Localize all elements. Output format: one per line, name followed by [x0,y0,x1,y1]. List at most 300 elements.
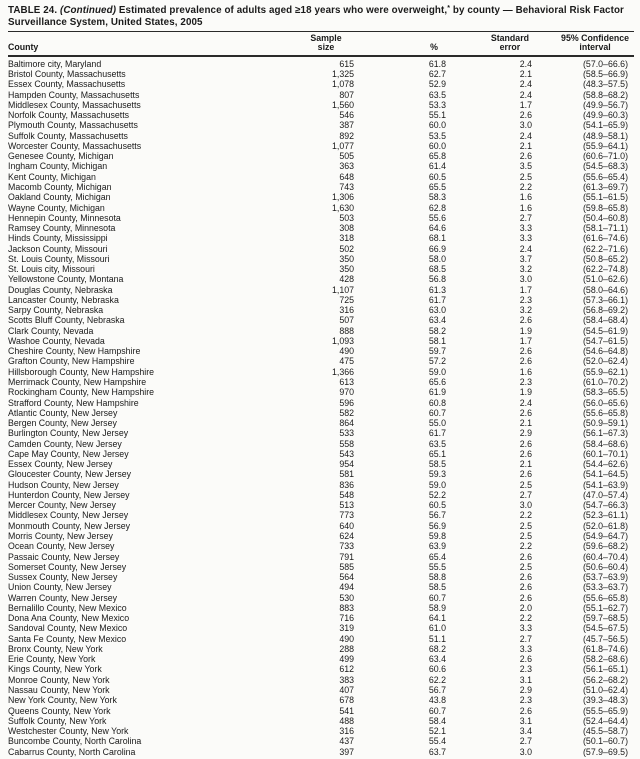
county-cell: Dona Ana County, New Mexico [8,613,130,624]
table-body [8,56,634,757]
table-row [8,274,634,284]
sample-size-cell: 1,077 [331,140,354,151]
table-title [8,3,634,31]
county-cell: Norfolk County, Massachusetts [8,110,130,121]
confidence-interval-cell: (61.8–74.6) [583,643,628,654]
table-row [8,747,634,757]
confidence-interval-cell: (53.7–63.9) [583,572,628,583]
table-row [8,716,634,726]
table-row [8,203,634,213]
percent-cell: 59.8 [428,531,446,541]
sample-size-cell: 678 [339,695,354,706]
standard-error-cell: 3.1 [519,674,532,685]
confidence-interval-cell: (58.0–64.6) [583,284,628,295]
county-cell: Suffolk County, New York [8,715,107,726]
percent-cell: 53.3 [428,99,446,110]
sample-size-cell: 350 [339,264,354,275]
county-cell: Suffolk County, Massachusetts [8,130,128,141]
table-row [8,644,634,654]
standard-error-cell: 2.6 [519,346,532,357]
confidence-interval-cell: (58.3–65.5) [583,387,628,398]
confidence-interval-cell: (55.6–65.8) [583,407,628,418]
county-cell: Queens County, New York [8,705,111,716]
confidence-interval-cell: (58.5–66.9) [583,69,628,80]
sample-size-cell: 350 [339,253,354,264]
percent-cell: 60.7 [428,407,446,418]
standard-error-cell: 2.6 [519,448,532,459]
county-cell: Sarpy County, Nebraska [8,305,104,316]
confidence-interval-cell: (53.3–63.7) [583,582,628,593]
county-cell: Baltimore city, Maryland [8,58,102,69]
standard-error-cell: 2.6 [519,572,532,583]
percent-cell: 58.8 [428,572,446,583]
percent-cell: 51.1 [428,633,446,644]
confidence-interval-cell: (59.6–68.2) [583,541,628,552]
county-cell: Washoe County, Nevada [8,335,105,346]
standard-error-cell: 2.6 [519,315,532,326]
sample-size-cell: 513 [339,500,354,511]
continued-label: (Continued) [60,5,117,16]
table-row [8,315,634,325]
table-row [8,654,634,664]
confidence-interval-cell: (61.3–69.7) [583,181,628,192]
confidence-interval-cell: (54.9–64.7) [583,531,628,541]
confidence-interval-cell: (54.5–68.3) [583,161,628,172]
sample-size-cell: 807 [339,89,354,100]
table-row [8,531,634,541]
county-cell: Hinds County, Mississippi [8,233,108,244]
percent-cell: 58.0 [428,253,446,264]
county-cell: Passaic County, New Jersey [8,551,120,562]
sample-size-cell: 1,366 [331,366,354,377]
standard-error-cell: 2.6 [519,110,532,121]
table-row [8,192,634,202]
percent-cell: 65.8 [428,151,446,162]
standard-error-cell: 2.3 [519,664,532,675]
county-cell: Nassau County, New York [8,684,110,695]
sample-size-cell: 1,325 [331,69,354,80]
standard-error-cell: 2.9 [519,428,532,439]
confidence-interval-cell: (56.2–68.2) [583,674,628,685]
standard-error-cell: 3.5 [519,161,532,172]
county-cell: Essex County, Massachusetts [8,79,126,90]
standard-error-cell: 2.3 [519,695,532,706]
percent-cell: 60.7 [428,592,446,603]
table-row [8,490,634,500]
confidence-interval-cell: (54.4–62.6) [583,459,628,470]
standard-error-cell: 2.2 [519,510,532,521]
percent-cell: 55.6 [428,212,446,223]
confidence-interval-cell: (52.0–61.8) [583,520,628,531]
sample-size-cell: 612 [339,664,354,675]
sample-size-cell: 624 [339,531,354,541]
table-row [8,100,634,110]
standard-error-cell: 2.7 [519,489,532,500]
percent-cell: 68.1 [428,233,446,244]
confidence-interval-cell: (55.1–62.7) [583,602,628,613]
standard-error-cell: 2.6 [519,592,532,603]
standard-error-cell: 2.6 [519,151,532,162]
percent-cell: 61.9 [428,387,446,398]
confidence-interval-cell: (62.2–74.8) [583,264,628,275]
table-row [8,356,634,366]
percent-cell: 64.6 [428,223,446,234]
sample-size-cell: 505 [339,151,354,162]
standard-error-cell: 3.0 [519,500,532,511]
sample-size-cell: 490 [339,346,354,357]
table-row [8,664,634,674]
standard-error-cell: 2.7 [519,212,532,223]
table-row [8,500,634,510]
sample-size-cell: 716 [339,613,354,624]
sample-size-cell: 864 [339,418,354,429]
confidence-interval-cell: (55.9–62.1) [583,366,628,377]
standard-error-cell: 2.5 [519,561,532,572]
county-cell: Hudson County, New Jersey [8,479,119,490]
table-row [8,398,634,408]
percent-cell: 59.3 [428,469,446,480]
percent-cell: 52.2 [428,489,446,500]
county-cell: Strafford County, New Hampshire [8,397,139,408]
table-row [8,110,634,120]
standard-error-cell: 3.0 [519,746,532,757]
confidence-interval-cell: (54.5–67.5) [583,623,628,634]
standard-error-cell: 2.5 [519,531,532,541]
confidence-interval-cell: (47.0–57.4) [583,489,628,500]
standard-error-cell: 2.5 [519,171,532,182]
county-cell: Genesee County, Michigan [8,151,114,162]
title-text-2: by county — Behavioral Risk Factor Surveillance System, United States, 2005 [8,5,624,28]
confidence-interval-cell: (50.9–59.1) [583,418,628,429]
table-row [8,541,634,551]
confidence-interval-cell: (52.3–61.1) [583,510,628,521]
percent-cell: 56.7 [428,684,446,695]
confidence-interval-cell: (57.3–66.1) [583,294,628,305]
county-cell: New York County, New York [8,695,117,706]
sample-size-cell: 490 [339,633,354,644]
county-cell: Bergen County, New Jersey [8,418,117,429]
standard-error-cell: 2.0 [519,602,532,613]
county-cell: Bristol County, Massachusetts [8,69,126,80]
table-row [8,685,634,695]
percent-cell: 61.4 [428,161,446,172]
county-cell: Oakland County, Michigan [8,192,111,203]
sample-size-cell: 541 [339,705,354,716]
percent-cell: 61.7 [428,294,446,305]
standard-error-cell: 2.5 [519,479,532,490]
table-row [8,233,634,243]
standard-error-cell: 2.4 [519,89,532,100]
table-row [8,336,634,346]
county-cell: Hunterdon County, New Jersey [8,489,130,500]
confidence-interval-cell: (55.6–65.8) [583,592,628,603]
county-cell: Kings County, New York [8,664,102,675]
county-cell: Atlantic County, New Jersey [8,407,118,418]
table-row [8,634,634,644]
confidence-interval-cell: (52.4–64.4) [583,715,628,726]
percent-cell: 65.6 [428,377,446,388]
standard-error-cell: 2.1 [519,459,532,470]
confidence-interval-cell: (60.6–71.0) [583,151,628,162]
standard-error-cell: 2.9 [519,684,532,695]
table-row [8,613,634,623]
table-row [8,69,634,79]
sample-size-cell: 488 [339,715,354,726]
standard-error-cell: 2.7 [519,736,532,747]
sample-size-cell: 316 [339,726,354,737]
percent-cell: 68.5 [428,264,446,275]
confidence-interval-cell: (56.8–69.2) [583,305,628,316]
confidence-interval-cell: (50.8–65.2) [583,253,628,264]
percent-cell: 62.2 [428,674,446,685]
percent-cell: 58.5 [428,459,446,470]
sample-size-cell: 319 [339,623,354,634]
county-cell: Westchester County, New York [8,726,129,737]
standard-error-cell: 2.1 [519,140,532,151]
county-cell: Union County, New Jersey [8,582,112,593]
table-row [8,459,634,469]
table-row [8,449,634,459]
sample-size-cell: 308 [339,223,354,234]
table-row [8,254,634,264]
confidence-interval-cell: (51.0–62.6) [583,274,628,285]
column-header-sample-size: Sample size [298,32,354,56]
county-cell: Merrimack County, New Hampshire [8,377,147,388]
standard-error-cell: 3.3 [519,643,532,654]
prevalence-table [8,31,634,757]
table-row [8,151,634,161]
confidence-interval-cell: (55.5–65.9) [583,705,628,716]
confidence-interval-cell: (59.8–65.8) [583,202,628,213]
confidence-interval-cell: (51.0–62.4) [583,684,628,695]
standard-error-cell: 2.2 [519,181,532,192]
standard-error-cell: 2.6 [519,705,532,716]
percent-cell: 64.1 [428,613,446,624]
county-cell: Rockingham County, New Hampshire [8,387,155,398]
county-cell: Hennepin County, Minnesota [8,212,121,223]
county-cell: Middlesex County, Massachusetts [8,99,141,110]
confidence-interval-cell: (59.7–68.5) [583,613,628,624]
confidence-interval-cell: (57.0–66.6) [583,58,628,69]
percent-cell: 63.5 [428,89,446,100]
percent-cell: 61.7 [428,428,446,439]
standard-error-cell: 2.4 [519,243,532,254]
percent-cell: 52.1 [428,726,446,737]
table-row [8,408,634,418]
confidence-interval-cell: (56.0–65.6) [583,397,628,408]
table-row [8,562,634,572]
table-row [8,346,634,356]
table-row [8,182,634,192]
sample-size-cell: 503 [339,212,354,223]
county-cell: Gloucester County, New Jersey [8,469,132,480]
sample-size-cell: 733 [339,541,354,552]
county-cell: Mercer County, New Jersey [8,500,116,511]
percent-cell: 63.7 [428,746,446,757]
table-row [8,428,634,438]
standard-error-cell: 1.6 [519,366,532,377]
sample-size-cell: 564 [339,572,354,583]
percent-cell: 63.4 [428,315,446,326]
confidence-interval-cell: (55.6–65.4) [583,171,628,182]
county-cell: Clark County, Nevada [8,325,94,336]
county-cell: Ocean County, New Jersey [8,541,115,552]
confidence-interval-cell: (50.1–60.7) [583,736,628,747]
standard-error-cell: 1.6 [519,202,532,213]
table-row [8,572,634,582]
standard-error-cell: 2.5 [519,520,532,531]
percent-cell: 43.8 [428,695,446,706]
county-cell: Douglas County, Nebraska [8,284,113,295]
table-header [8,32,634,56]
percent-cell: 65.5 [428,181,446,192]
standard-error-cell: 2.6 [519,469,532,480]
sample-size-cell: 1,107 [331,284,354,295]
confidence-interval-cell: (39.3–48.3) [583,695,628,706]
standard-error-cell: 2.2 [519,541,532,552]
table-row [8,285,634,295]
standard-error-cell: 3.3 [519,623,532,634]
sample-size-cell: 543 [339,448,354,459]
confidence-interval-cell: (54.7–61.5) [583,335,628,346]
county-cell: Ramsey County, Minnesota [8,223,116,234]
sample-size-cell: 502 [339,243,354,254]
table-row [8,706,634,716]
standard-error-cell: 2.6 [519,356,532,367]
county-cell: Monroe County, New York [8,674,110,685]
table-row [8,244,634,254]
confidence-interval-cell: (49.9–56.7) [583,99,628,110]
percent-cell: 59.0 [428,366,446,377]
confidence-interval-cell: (54.7–66.3) [583,500,628,511]
table-number: TABLE 24. [8,5,58,16]
sample-size-cell: 1,630 [331,202,354,213]
county-cell: Cheshire County, New Hampshire [8,346,141,357]
sample-size-cell: 316 [339,305,354,316]
sample-size-cell: 499 [339,654,354,665]
table-row [8,439,634,449]
percent-cell: 59.7 [428,346,446,357]
percent-cell: 60.0 [428,140,446,151]
percent-cell: 63.5 [428,438,446,449]
sample-size-cell: 888 [339,325,354,336]
sample-size-cell: 1,306 [331,192,354,203]
county-cell: Sussex County, New Jersey [8,572,118,583]
percent-cell: 55.1 [428,110,446,121]
confidence-interval-cell: (48.3–57.5) [583,79,628,90]
percent-cell: 61.8 [428,58,446,69]
percent-cell: 60.6 [428,664,446,675]
confidence-interval-cell: (58.4–68.6) [583,438,628,449]
confidence-interval-cell: (62.2–71.6) [583,243,628,254]
confidence-interval-cell: (52.0–62.4) [583,356,628,367]
percent-cell: 58.5 [428,582,446,593]
sample-size-cell: 475 [339,356,354,367]
standard-error-cell: 1.7 [519,284,532,295]
confidence-interval-cell: (54.6–64.8) [583,346,628,357]
county-cell: Santa Fe County, New Mexico [8,633,127,644]
table-row [8,326,634,336]
percent-cell: 63.0 [428,305,446,316]
confidence-interval-cell: (60.1–70.1) [583,448,628,459]
percent-cell: 58.1 [428,335,446,346]
sample-size-cell: 640 [339,520,354,531]
standard-error-cell: 2.6 [519,551,532,562]
sample-size-cell: 533 [339,428,354,439]
title-text: Estimated prevalence of adults aged ≥18 years who were overweight, [118,5,448,16]
standard-error-cell: 2.7 [519,633,532,644]
county-cell: Somerset County, New Jersey [8,561,127,572]
standard-error-cell: 1.9 [519,325,532,336]
standard-error-cell: 3.2 [519,305,532,316]
percent-cell: 56.9 [428,520,446,531]
confidence-interval-cell: (50.6–60.4) [583,561,628,572]
percent-cell: 63.4 [428,654,446,665]
standard-error-cell: 3.0 [519,274,532,285]
county-cell: Bronx County, New York [8,643,103,654]
county-cell: Burlington County, New Jersey [8,428,129,439]
table-row [8,675,634,685]
table-row [8,295,634,305]
percent-cell: 52.9 [428,79,446,90]
column-header-percent: % [354,32,446,56]
standard-error-cell: 2.3 [519,294,532,305]
sample-size-cell: 585 [339,561,354,572]
confidence-interval-cell: (58.4–68.4) [583,315,628,326]
percent-cell: 55.0 [428,418,446,429]
confidence-interval-cell: (48.9–58.1) [583,130,628,141]
sample-size-cell: 397 [339,746,354,757]
percent-cell: 56.8 [428,274,446,285]
table-row [8,131,634,141]
county-cell: St. Louis County, Missouri [8,253,110,264]
county-cell: Essex County, New Jersey [8,459,113,470]
county-cell: Macomb County, Michigan [8,181,112,192]
table-row [8,120,634,130]
table-row [8,582,634,592]
county-cell: Lancaster County, Nebraska [8,294,119,305]
standard-error-cell: 1.7 [519,335,532,346]
percent-cell: 58.3 [428,192,446,203]
percent-cell: 60.0 [428,120,446,131]
table-row [8,90,634,100]
county-cell: Hillsborough County, New Hampshire [8,366,155,377]
table-row [8,552,634,562]
county-cell: Erie County, New York [8,654,96,665]
column-header-standard-error: Standard error [446,32,532,56]
percent-cell: 60.5 [428,171,446,182]
sample-size-cell: 954 [339,459,354,470]
county-cell: Ingham County, Michigan [8,161,108,172]
table-row [8,623,634,633]
county-cell: Plymouth County, Massachusetts [8,120,138,131]
confidence-interval-cell: (55.1–61.5) [583,192,628,203]
standard-error-cell: 3.3 [519,223,532,234]
sample-size-cell: 530 [339,592,354,603]
standard-error-cell: 1.9 [519,387,532,398]
percent-cell: 63.9 [428,541,446,552]
confidence-interval-cell: (60.4–70.4) [583,551,628,562]
sample-size-cell: 892 [339,130,354,141]
standard-error-cell: 2.4 [519,79,532,90]
table-row [8,141,634,151]
county-cell: Cabarrus County, North Carolina [8,746,136,757]
county-cell: Morris County, New Jersey [8,531,113,541]
percent-cell: 58.4 [428,715,446,726]
sample-size-cell: 791 [339,551,354,562]
standard-error-cell: 1.6 [519,192,532,203]
standard-error-cell: 2.4 [519,397,532,408]
